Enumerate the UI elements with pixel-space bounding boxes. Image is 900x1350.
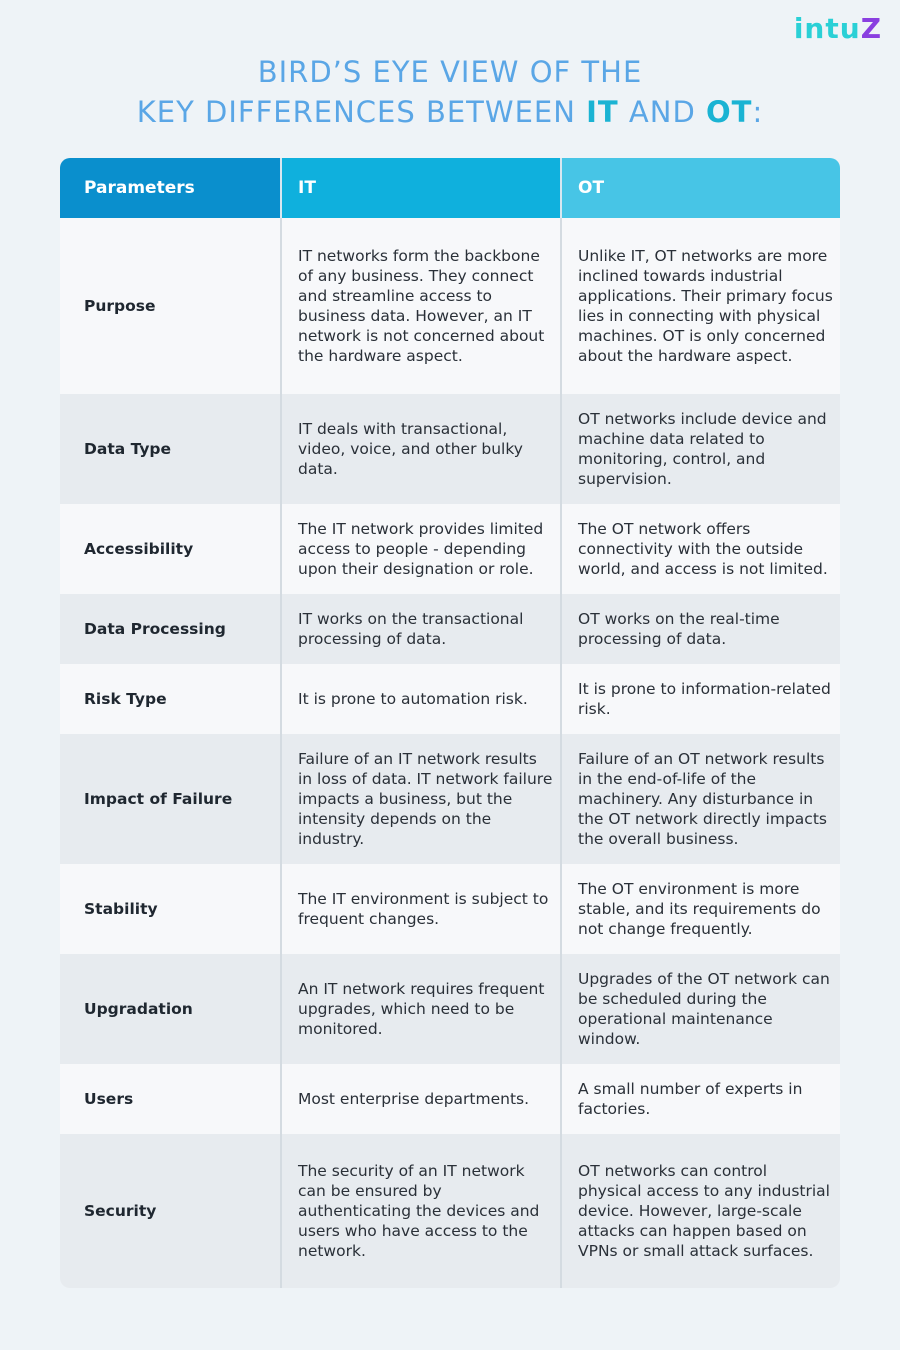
param-cell: Data Processing — [84, 620, 226, 638]
header-parameters: Parameters — [60, 158, 280, 218]
title-line-2-prefix: KEY DIFFERENCES BETWEEN — [136, 95, 587, 129]
logo-text: intu — [793, 12, 861, 45]
param-cell: Data Type — [84, 440, 172, 458]
it-cell: IT deals with transactional, video, voice, and other bulky data. — [280, 394, 560, 504]
param-cell: Purpose — [84, 297, 156, 315]
table-row — [60, 1064, 840, 1134]
ot-cell: A small number of experts in factories. — [560, 1064, 840, 1134]
param-cell: Risk Type — [84, 690, 167, 708]
title-it: IT — [586, 95, 619, 129]
header-it: IT — [280, 158, 560, 218]
header-ot: OT — [560, 158, 840, 218]
intuz-logo — [794, 12, 882, 45]
page-title — [0, 52, 900, 132]
logo-accent: Z — [860, 12, 882, 45]
title-ot: OT — [706, 95, 753, 129]
ot-cell: Unlike IT, OT networks are more inclined towards industrial applications. Their primary focus lies in connecting with physical machines. OT is only concerned about the hardware aspect. — [560, 218, 840, 394]
title-line-2-suffix: : — [752, 95, 764, 129]
param-cell: Stability — [84, 900, 158, 918]
it-cell: Most enterprise departments. — [280, 1064, 560, 1134]
it-cell: It is prone to automation risk. — [280, 664, 560, 734]
table-row — [60, 504, 840, 594]
table-row — [60, 218, 840, 394]
title-line-1: BIRD’S EYE VIEW OF THE — [257, 55, 643, 89]
ot-cell: It is prone to information-related risk. — [560, 664, 840, 734]
table-row — [60, 954, 840, 1064]
param-cell: Upgradation — [84, 1000, 193, 1018]
it-cell: The IT environment is subject to frequent changes. — [280, 864, 560, 954]
ot-cell: Failure of an OT network results in the end-of-life of the machinery. Any disturbance in the OT network directly impacts the overall business. — [560, 734, 840, 864]
ot-cell: OT works on the real-time processing of data. — [560, 594, 840, 664]
ot-cell: The OT network offers connectivity with the outside world, and access is not limited. — [560, 504, 840, 594]
title-line-2-mid: AND — [618, 95, 707, 129]
table-header-row — [60, 158, 840, 218]
it-cell: IT networks form the backbone of any business. They connect and streamline access to business data. However, an IT network is not concerned about the hardware aspect. — [280, 218, 560, 394]
table-row — [60, 664, 840, 734]
title-line-2 — [0, 92, 900, 132]
table-row — [60, 594, 840, 664]
ot-cell: OT networks include device and machine data related to monitoring, control, and supervision. — [560, 394, 840, 504]
it-cell: Failure of an IT network results in loss of data. IT network failure impacts a business, but the intensity depends on the industry. — [280, 734, 560, 864]
table-row — [60, 864, 840, 954]
it-cell: The security of an IT network can be ensured by authenticating the devices and users who have access to the network. — [280, 1134, 560, 1288]
param-cell: Users — [84, 1090, 134, 1108]
it-cell: The IT network provides limited access to people - depending upon their designation or role. — [280, 504, 560, 594]
param-cell: Impact of Failure — [84, 790, 233, 808]
comparison-table — [60, 158, 840, 1288]
it-cell: An IT network requires frequent upgrades, which need to be monitored. — [280, 954, 560, 1064]
table-row — [60, 734, 840, 864]
param-cell: Security — [84, 1202, 157, 1220]
ot-cell: The OT environment is more stable, and its requirements do not change frequently. — [560, 864, 840, 954]
table-row — [60, 1134, 840, 1288]
table-row — [60, 394, 840, 504]
param-cell: Accessibility — [84, 540, 194, 558]
it-cell: IT works on the transactional processing of data. — [280, 594, 560, 664]
ot-cell: OT networks can control physical access to any industrial device. However, large-scale attacks can happen based on VPNs or small attack surfaces. — [560, 1134, 840, 1288]
ot-cell: Upgrades of the OT network can be scheduled during the operational maintenance window. — [560, 954, 840, 1064]
